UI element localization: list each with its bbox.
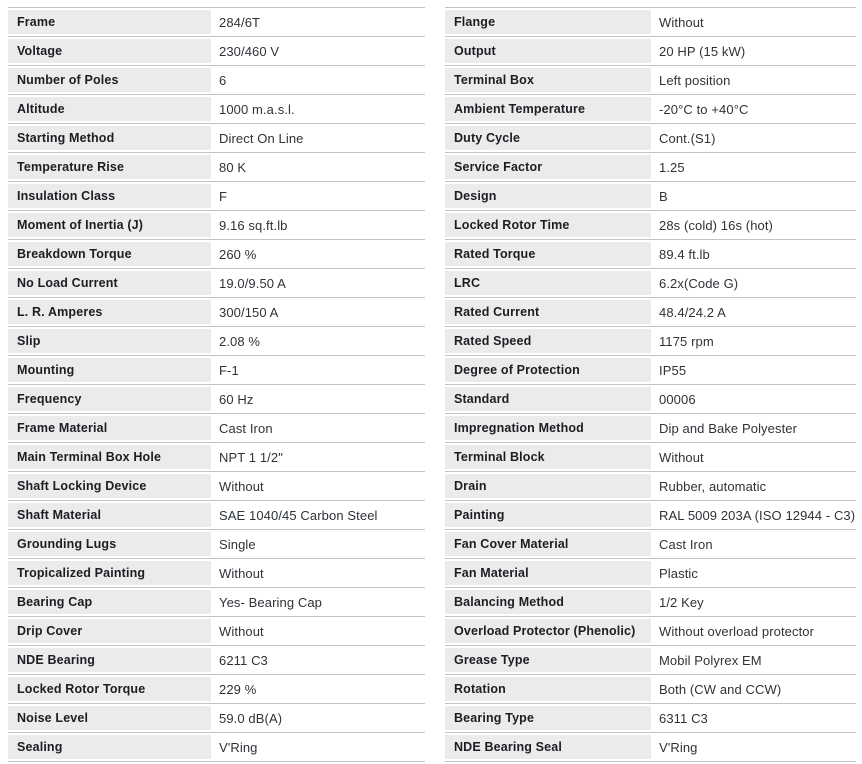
table-row xyxy=(8,501,425,530)
spec-label: Drain xyxy=(445,472,651,500)
table-row xyxy=(445,472,856,501)
spec-label: LRC xyxy=(445,269,651,297)
spec-label: Shaft Material xyxy=(8,501,211,529)
spec-label: Grounding Lugs xyxy=(8,530,211,558)
spec-label: NDE Bearing xyxy=(8,646,211,674)
spec-label: Terminal Block xyxy=(445,443,651,471)
table-row xyxy=(445,385,856,414)
spec-label: Shaft Locking Device xyxy=(8,472,211,500)
table-row xyxy=(445,414,856,443)
spec-label: L. R. Amperes xyxy=(8,298,211,326)
spec-label: NDE Bearing Seal xyxy=(445,733,651,761)
spec-value: 260 % xyxy=(219,246,257,262)
table-row xyxy=(8,124,425,153)
table-row xyxy=(445,443,856,472)
spec-value: 89.4 ft.lb xyxy=(659,246,710,262)
spec-label: Starting Method xyxy=(8,124,211,152)
spec-value: 9.16 sq.ft.lb xyxy=(219,217,288,233)
spec-value: IP55 xyxy=(659,362,687,378)
spec-value: 6 xyxy=(219,72,227,88)
table-row xyxy=(445,617,856,646)
spec-value: 1175 rpm xyxy=(659,333,714,349)
spec-value: F xyxy=(219,188,228,204)
spec-label: Ambient Temperature xyxy=(445,95,651,123)
spec-label: Degree of Protection xyxy=(445,356,651,384)
spec-label: Moment of Inertia (J) xyxy=(8,211,211,239)
spec-label: Fan Material xyxy=(445,559,651,587)
spec-label: Service Factor xyxy=(445,153,651,181)
spec-value: V'Ring xyxy=(219,739,258,755)
spec-label: Standard xyxy=(445,385,651,413)
spec-label: Overload Protector (Phenolic) xyxy=(445,617,651,645)
spec-label: Slip xyxy=(8,327,211,355)
spec-label: Output xyxy=(445,37,651,65)
spec-value: F-1 xyxy=(219,362,239,378)
spec-value: Without overload protector xyxy=(659,623,815,639)
table-row xyxy=(445,153,856,182)
spec-value: 229 % xyxy=(219,681,257,697)
table-row xyxy=(445,240,856,269)
spec-label: Locked Rotor Torque xyxy=(8,675,211,703)
spec-table-left xyxy=(8,7,425,762)
table-row xyxy=(8,182,425,211)
spec-label: Locked Rotor Time xyxy=(445,211,651,239)
spec-value: NPT 1 1/2" xyxy=(219,449,283,465)
spec-label: Temperature Rise xyxy=(8,153,211,181)
table-row xyxy=(8,153,425,182)
spec-label: Balancing Method xyxy=(445,588,651,616)
table-row xyxy=(8,356,425,385)
spec-value: Without xyxy=(219,565,264,581)
spec-value: 20 HP (15 kW) xyxy=(659,43,746,59)
spec-value: Cast Iron xyxy=(219,420,273,436)
spec-value: Mobil Polyrex EM xyxy=(659,652,762,668)
spec-value: 60 Hz xyxy=(219,391,254,407)
spec-label: Sealing xyxy=(8,733,211,761)
spec-table-right xyxy=(445,7,856,762)
table-row xyxy=(8,675,425,704)
spec-label: Grease Type xyxy=(445,646,651,674)
spec-label: Duty Cycle xyxy=(445,124,651,152)
spec-value: 300/150 A xyxy=(219,304,279,320)
spec-label: Noise Level xyxy=(8,704,211,732)
table-row xyxy=(8,37,425,66)
spec-label: Frame Material xyxy=(8,414,211,442)
table-row xyxy=(445,704,856,733)
spec-value: Rubber, automatic xyxy=(659,478,767,494)
spec-value: Single xyxy=(219,536,256,552)
spec-label: Terminal Box xyxy=(445,66,651,94)
table-row xyxy=(8,240,425,269)
table-row xyxy=(8,269,425,298)
table-row xyxy=(8,588,425,617)
table-row xyxy=(445,298,856,327)
table-row xyxy=(8,443,425,472)
table-row xyxy=(8,617,425,646)
spec-value: 2.08 % xyxy=(219,333,261,349)
spec-value: 59.0 dB(A) xyxy=(219,710,283,726)
table-row xyxy=(8,66,425,95)
spec-value: 80 K xyxy=(219,159,247,175)
spec-value: 28s (cold) 16s (hot) xyxy=(659,217,773,233)
table-row xyxy=(445,66,856,95)
table-row xyxy=(8,95,425,124)
spec-label: Altitude xyxy=(8,95,211,123)
table-row xyxy=(445,530,856,559)
spec-value: Yes- Bearing Cap xyxy=(219,594,323,610)
table-row xyxy=(8,704,425,733)
spec-value: 00006 xyxy=(659,391,696,407)
table-row xyxy=(445,95,856,124)
spec-value: Direct On Line xyxy=(219,130,304,146)
spec-value: SAE 1040/45 Carbon Steel xyxy=(219,507,378,523)
spec-value: Without xyxy=(659,449,704,465)
spec-value: Without xyxy=(219,623,264,639)
spec-value: 1000 m.a.s.l. xyxy=(219,101,295,117)
table-row xyxy=(445,124,856,153)
spec-label: Mounting xyxy=(8,356,211,384)
spec-label: No Load Current xyxy=(8,269,211,297)
spec-label: Design xyxy=(445,182,651,210)
table-row xyxy=(8,646,425,675)
table-row xyxy=(8,8,425,37)
table-row xyxy=(445,675,856,704)
table-row xyxy=(445,588,856,617)
table-row xyxy=(445,37,856,66)
spec-label: Main Terminal Box Hole xyxy=(8,443,211,471)
spec-label: Bearing Type xyxy=(445,704,651,732)
table-row xyxy=(8,211,425,240)
spec-value: Without xyxy=(219,478,264,494)
spec-value: 19.0/9.50 A xyxy=(219,275,286,291)
table-row xyxy=(8,414,425,443)
spec-label: Insulation Class xyxy=(8,182,211,210)
spec-value: B xyxy=(659,188,668,204)
spec-label: Rated Torque xyxy=(445,240,651,268)
table-row xyxy=(445,8,856,37)
table-row xyxy=(445,733,856,762)
spec-value: V'Ring xyxy=(659,739,698,755)
spec-label: Number of Poles xyxy=(8,66,211,94)
spec-value: 230/460 V xyxy=(219,43,280,59)
table-row xyxy=(445,356,856,385)
spec-value: 1.25 xyxy=(659,159,685,175)
table-row xyxy=(445,501,856,530)
spec-value: Plastic xyxy=(659,565,698,581)
table-row xyxy=(445,269,856,298)
table-row xyxy=(8,298,425,327)
spec-label: Breakdown Torque xyxy=(8,240,211,268)
spec-value: Cont.(S1) xyxy=(659,130,716,146)
spec-value: 1/2 Key xyxy=(659,594,704,610)
spec-label: Bearing Cap xyxy=(8,588,211,616)
spec-value: Left position xyxy=(659,72,731,88)
spec-value: 6211 C3 xyxy=(219,652,268,668)
table-row xyxy=(445,182,856,211)
spec-value: 6311 C3 xyxy=(659,710,708,726)
table-row xyxy=(445,646,856,675)
spec-value: 6.2x(Code G) xyxy=(659,275,739,291)
spec-label: Voltage xyxy=(8,37,211,65)
table-row xyxy=(8,385,425,414)
spec-label: Rated Speed xyxy=(445,327,651,355)
spec-value: RAL 5009 203A (ISO 12944 - C3) xyxy=(659,507,856,523)
table-row xyxy=(8,530,425,559)
table-row xyxy=(445,559,856,588)
table-row xyxy=(8,472,425,501)
spec-label: Painting xyxy=(445,501,651,529)
spec-label: Impregnation Method xyxy=(445,414,651,442)
spec-value: 48.4/24.2 A xyxy=(659,304,726,320)
spec-value: 284/6T xyxy=(219,14,261,30)
spec-label: Frequency xyxy=(8,385,211,413)
spec-label: Fan Cover Material xyxy=(445,530,651,558)
spec-label: Tropicalized Painting xyxy=(8,559,211,587)
spec-value: Cast Iron xyxy=(659,536,713,552)
spec-label: Rotation xyxy=(445,675,651,703)
table-row xyxy=(445,327,856,356)
spec-label: Drip Cover xyxy=(8,617,211,645)
spec-value: Without xyxy=(659,14,704,30)
spec-label: Frame xyxy=(8,8,211,36)
spec-value: Dip and Bake Polyester xyxy=(659,420,798,436)
table-row xyxy=(8,327,425,356)
spec-label: Flange xyxy=(445,8,651,36)
table-row xyxy=(445,211,856,240)
spec-value: -20°C to +40°C xyxy=(659,101,749,117)
spec-value: Both (CW and CCW) xyxy=(659,681,782,697)
table-row xyxy=(8,733,425,762)
table-row xyxy=(8,559,425,588)
spec-label: Rated Current xyxy=(445,298,651,326)
